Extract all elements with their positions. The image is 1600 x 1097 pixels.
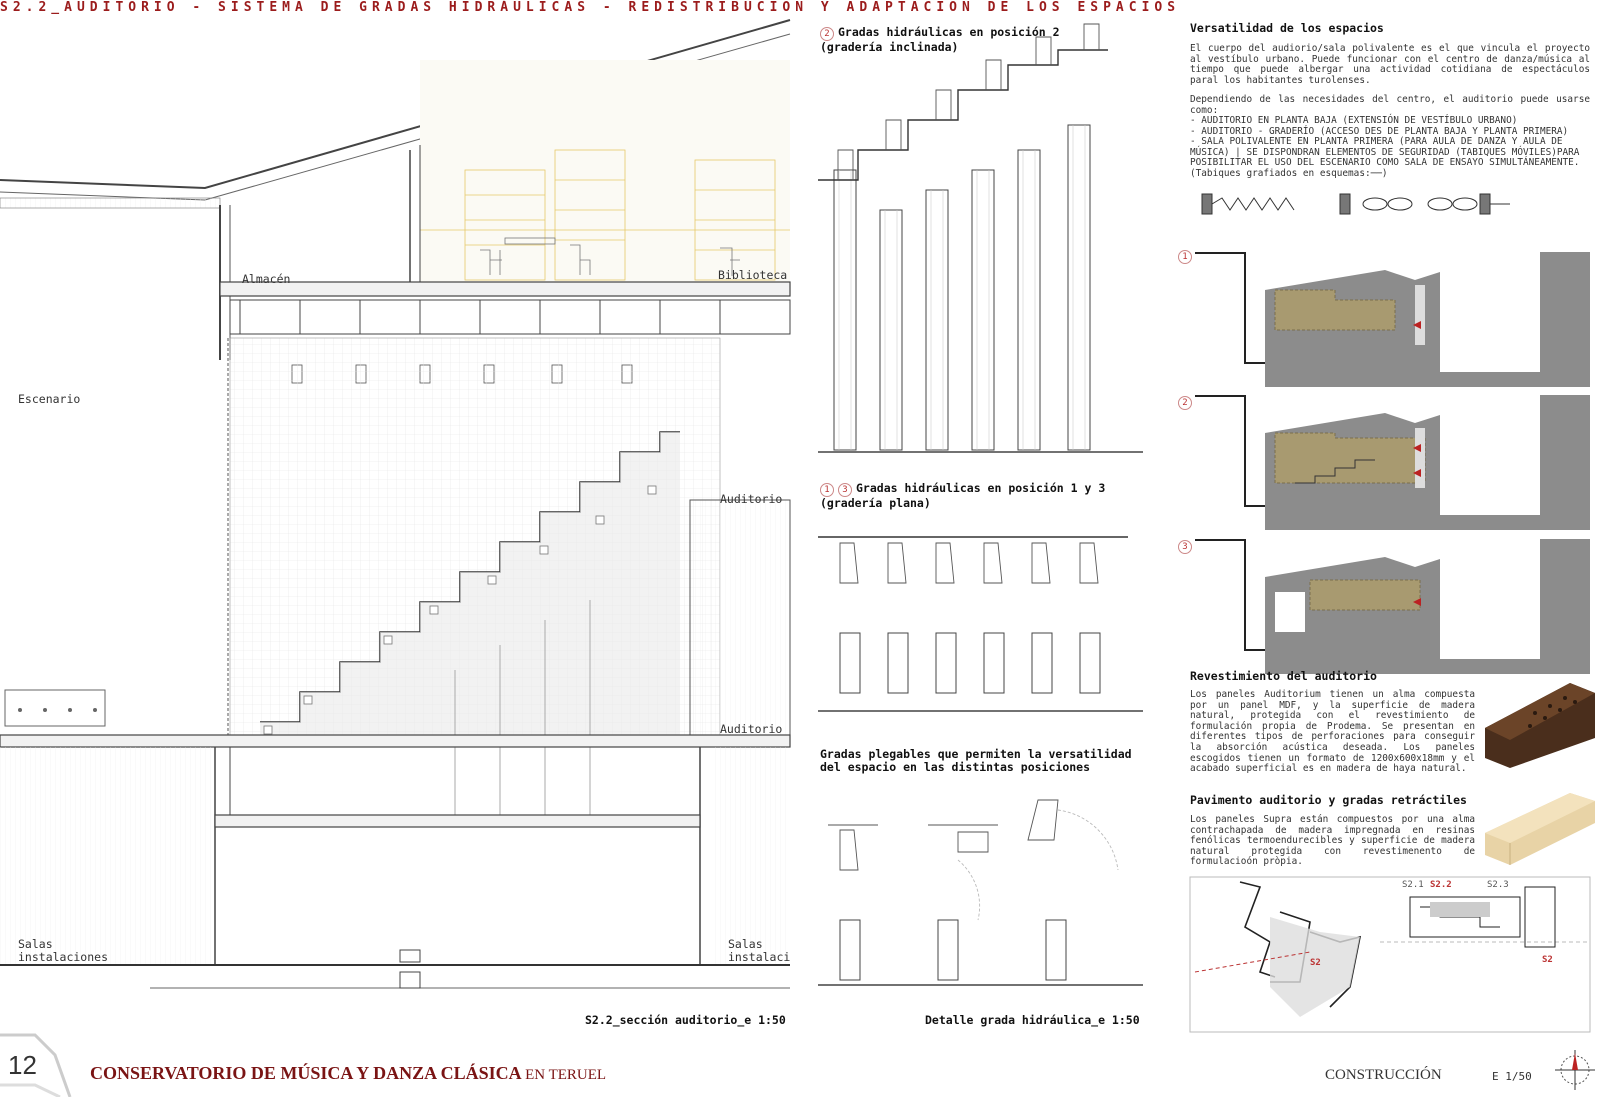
versatilidad-paragraph-2: Dependiendo de las necesidades del centro, el auditorio puede usarse como:	[1190, 94, 1590, 116]
scheme-number-2: 2	[1178, 390, 1196, 410]
pavimento-paragraph: Los paneles Supra están compuestos por una alma contrachapada de madera impregnada en resinas fenólicas termoendurecibles y superficie de madera natural protegida con revestimenento de formulacioón pròpia.	[1190, 814, 1475, 868]
scheme-1	[1195, 245, 1595, 380]
flat-seating-detail	[818, 525, 1143, 715]
footer-category: CONSTRUCCIÓN	[1325, 1067, 1442, 1083]
inclined-seating-detail	[818, 50, 1143, 460]
detail-block2-number-a: 1	[820, 483, 834, 497]
scheme-number-1: 1	[1178, 244, 1196, 264]
revestimiento-paragraph: Los paneles Auditorium tienen un alma compuesta por un panel MDF, y la superficie de madera natural, protegida con el revestimiento de formulación propia de Prodema. Se presentan en diferentes tipos de perforaciones para conseguir la absorción acústica deseada. Los paneles escogidos tienen un formato de 1200x600x18mm y el acabado superficial es en madera de haya natural.	[1190, 689, 1475, 775]
detail-caption: Detalle grada hidráulica_e 1:50	[925, 1013, 1140, 1027]
section-caption: S2.2_sección auditorio_e 1:50	[585, 1013, 786, 1027]
footer-scale: E 1/50	[1492, 1070, 1532, 1083]
keyplan-label-s22: S2.2	[1430, 880, 1452, 890]
label-almacen: Almacén	[242, 272, 291, 286]
pavimento-heading: Pavimento auditorio y gradas retráctiles	[1190, 793, 1467, 807]
label-salas-right	[728, 938, 790, 964]
sheet-title: S2.2_AUDITORIO - SISTEMA DE GRADAS HIDRÁULICAS - REDISTRIBUCIÓN Y ADAPTACIÓN DE LOS ESPACIOS	[0, 0, 1181, 15]
label-salas-left-1: Salas	[18, 937, 53, 951]
label-salas-right-2: instalaci	[728, 950, 791, 964]
auditorium-panel-image	[1485, 678, 1595, 768]
label-biblioteca: Biblioteca	[718, 268, 788, 282]
detail-block3-title-2: del espacio en las distintas posiciones	[820, 760, 1091, 774]
label-auditorio-upper: Auditorio	[720, 492, 783, 506]
keyplan-label-s2-right: S2	[1542, 955, 1553, 965]
detail-block1-title-2: (gradería inclinada)	[820, 40, 959, 54]
scheme-2	[1195, 388, 1595, 523]
detail-block3-title	[820, 748, 1150, 774]
detail-block1-number: 2	[820, 27, 834, 41]
label-salas-left-2: instalaciones	[18, 950, 109, 964]
detail-block1-title-1: Gradas hidráulicas en posición 2	[838, 25, 1060, 39]
list-item: - SALA POLIVALENTE EN PLANTA PRIMERA (PARA AULA DE DANZA Y AULA DE MÚSICA) | SE DISPONDRAN ELEMENTOS DE SEGURIDAD (TABIQUES MÓVILES)PARA POSIBILITAR EL USO DEL ESCENARIO COMO SALA DE ENSAYO SIMULTÁNEAMENTE. (Tabiques grafiados en esquemas:──)	[1190, 136, 1580, 179]
label-escenario: Escenario	[18, 392, 81, 406]
label-salas-right-1: Salas	[728, 937, 763, 951]
keyplan-label-s2-left: S2	[1310, 958, 1321, 968]
list-item: - AUDITORIO - GRADERÍO (ACCESO DES DE PLANTA BAJA Y PLANTA PRIMERA)	[1190, 125, 1569, 137]
versatilidad-heading: Versatilidad de los espacios	[1190, 21, 1384, 35]
key-plan	[1190, 877, 1590, 1032]
list-item: - AUDITORIO EN PLANTA BAJA (EXTENSIÓN DE VESTÍBULO URBANO)	[1190, 115, 1518, 126]
folding-seating-detail	[818, 800, 1143, 1000]
auditorium-section-drawing	[0, 20, 790, 1010]
label-auditorio-lower: Auditorio	[720, 722, 783, 736]
versatilidad-list	[1190, 116, 1590, 180]
project-title	[90, 1063, 606, 1084]
detail-block3-title-1: Gradas plegables que permiten la versatilidad	[820, 747, 1132, 761]
detail-block2-title-1: Gradas hidráulicas en posición 1 y 3	[856, 481, 1106, 495]
north-arrow-icon	[1555, 1050, 1595, 1090]
keyplan-label-s23: S2.3	[1487, 880, 1509, 890]
revestimiento-heading: Revestimiento del auditorio	[1190, 669, 1377, 683]
project-title-main: CONSERVATORIO DE MÚSICA Y DANZA CLÁSICA	[90, 1063, 521, 1083]
versatilidad-paragraph-1: El cuerpo del audiorio/sala polivalente es el que vincula el proyecto al vestíbulo urbano. Puede funcionar con el centro de danza/música al tiempo que puede albergar una actividad cotidiana de espectáculos paral los habitantes turolenses.	[1190, 43, 1590, 86]
label-salas-left	[18, 938, 108, 964]
scheme-number-3: 3	[1178, 534, 1196, 554]
detail-block2-title-2: (gradería plana)	[820, 496, 931, 510]
page-number: 12	[8, 1050, 37, 1080]
detail-block2-title	[820, 482, 1150, 510]
detail-block2-number-b: 3	[838, 483, 852, 497]
project-title-sub: EN TERUEL	[525, 1067, 607, 1083]
movable-partition-symbols	[1200, 190, 1590, 220]
floor-panel-image	[1485, 793, 1595, 868]
scheme-3	[1195, 532, 1595, 667]
keyplan-label-s21: S2.1	[1402, 880, 1424, 890]
